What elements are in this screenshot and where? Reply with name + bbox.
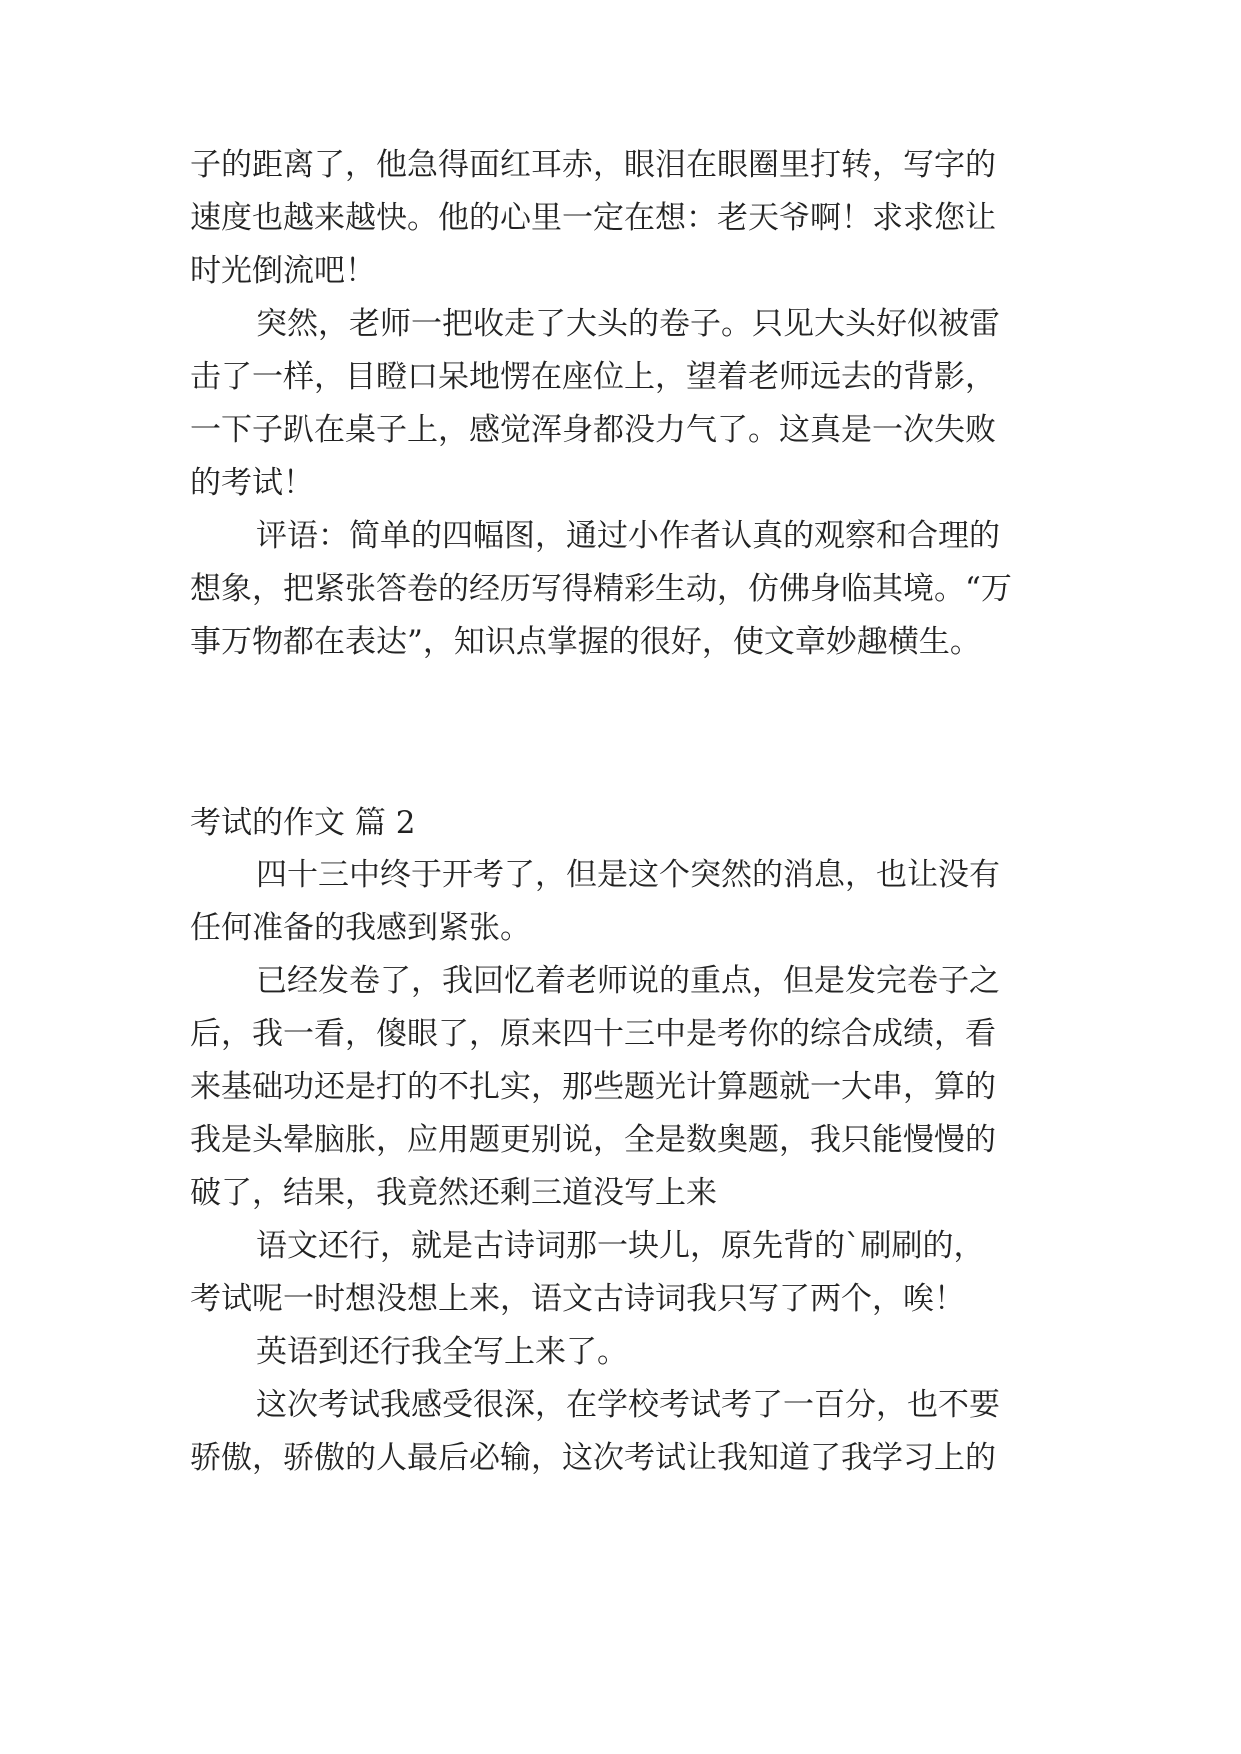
text-line: 突然，老师一把收走了大头的卷子。只见大头好似被雷 — [256, 306, 1000, 342]
text-line: 来基础功还是打的不扎实，那些题光计算题就一大串，算的 — [190, 1069, 996, 1105]
text-line: 速度也越来越快。他的心里一定在想：老天爷啊！求求您让 — [190, 200, 996, 236]
text-line: 子的距离了，他急得面红耳赤，眼泪在眼圈里打转，写字的 — [190, 147, 996, 183]
text-line: 一下子趴在桌子上，感觉浑身都没力气了。这真是一次失败 — [190, 412, 996, 448]
text-line: 英语到还行我全写上来了。 — [256, 1334, 628, 1370]
paragraph — [190, 849, 1070, 955]
text-line: 语文还行，就是古诗词那一块儿，原先背的`刷刷的， — [256, 1228, 985, 1264]
paragraph — [190, 298, 1070, 510]
paragraph — [190, 955, 1070, 1220]
text-line: 时光倒流吧！ — [190, 253, 376, 289]
paragraph — [190, 139, 1070, 298]
text-line: 破了，结果，我竟然还剩三道没写上来 — [190, 1175, 717, 1211]
text-line: 我是头晕脑胀，应用题更别说，全是数奥题，我只能慢慢的 — [190, 1122, 996, 1158]
text-line: 评语：简单的四幅图，通过小作者认真的观察和合理的 — [256, 518, 1000, 554]
paragraph — [190, 1379, 1070, 1485]
text-line: 这次考试我感受很深，在学校考试考了一百分，也不要 — [256, 1387, 1000, 1423]
text-line: 骄傲，骄傲的人最后必输，这次考试让我知道了我学习上的 — [190, 1440, 996, 1476]
text-line: 已经发卷了，我回忆着老师说的重点，但是发完卷子之 — [256, 963, 1000, 999]
paragraph — [190, 1220, 1070, 1326]
text-line: 事万物都在表达”，知识点掌握的很好，使文章妙趣横生。 — [190, 624, 981, 660]
text-line: 四十三中终于开考了，但是这个突然的消息，也让没有 — [256, 857, 1000, 893]
text-line: 想象，把紧张答卷的经历写得精彩生动，仿佛身临其境。“万 — [190, 571, 1012, 607]
essay-2-body — [190, 849, 1070, 1485]
text-line: 的考试！ — [190, 465, 314, 501]
text-line: 任何准备的我感到紧张。 — [190, 910, 531, 946]
essay-1-continuation — [190, 139, 1070, 669]
text-line: 击了一样，目瞪口呆地愣在座位上，望着老师远去的背影， — [190, 359, 996, 395]
comment-paragraph — [190, 510, 1070, 669]
paragraph — [190, 1326, 1070, 1379]
essay-2-title: 考试的作文 篇 2 — [190, 805, 416, 841]
text-line: 考试呢一时想没想上来，语文古诗词我只写了两个，唉！ — [190, 1281, 965, 1317]
text-line: 后，我一看，傻眼了，原来四十三中是考你的综合成绩，看 — [190, 1016, 996, 1052]
